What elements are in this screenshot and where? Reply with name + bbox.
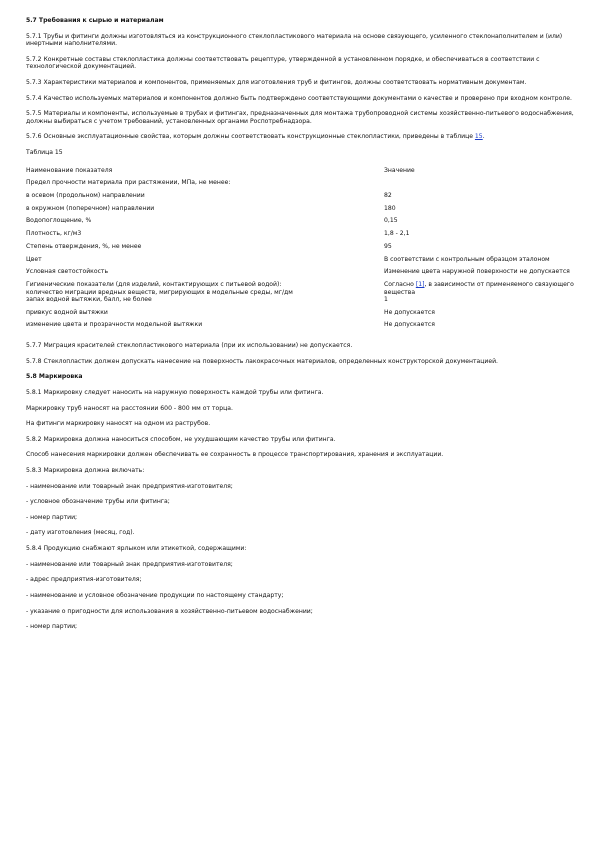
table-cell-name: привкус водной вытяжки — [26, 308, 108, 316]
label-item: - указание о пригодности для использования в хозяйственно-питьевом водоснабжении; — [26, 607, 313, 615]
label-item: - номер партии; — [26, 623, 78, 631]
paragraph-5-8-1-pipes: Маркировку труб наносят на расстоянии 600 - 800 мм от торца. — [26, 404, 233, 412]
table-cell-name: Водопоглощение, % — [26, 217, 92, 225]
paragraph-5-8-2-method: Способ нанесения маркировки должен обеспечивать ее сохранность в процессе транспортирования, хранения и эксплуатации. — [26, 451, 444, 459]
paragraph-5-7-1: 5.7.1 Трубы и фитинги должны изготовляться из конструкционного стеклопластикового материала на основе связующего, усиленного стеклонаполнителем и (или) инертными наполнителями. — [26, 32, 563, 48]
table-row — [26, 296, 574, 309]
table-cell-name: Условная светостойкость — [26, 268, 109, 276]
table-cell-value-text: Согласно — [384, 280, 416, 288]
table-cell-value: 82 — [384, 192, 392, 200]
table-cell-value: 0,15 — [384, 217, 398, 225]
table-row — [26, 268, 574, 281]
label-item: - адрес предприятия-изготовителя; — [26, 576, 142, 584]
paragraph-5-8-1: 5.8.1 Маркировку следует наносить на наружную поверхность каждой трубы или фитинга. — [26, 389, 324, 396]
table-cell-value — [384, 281, 574, 296]
table-cell-value-end: , в зависимости от применяемого связующего вещества — [384, 280, 574, 296]
paragraph-5-7-7: 5.7.7 Миграция красителей стеклопластикового материала (при их использовании) не допускается. — [26, 342, 353, 350]
table-cell-value: 1,8 - 2,1 — [384, 230, 410, 238]
table-row — [26, 205, 574, 218]
paragraph-5-7-6-text: 5.7.6 Основные эксплуатационные свойства, которым должны соответствовать конструкционные стеклопластики, приведены в таблице — [26, 133, 475, 141]
table-cell-name: запах водной вытяжки, балл, не более — [26, 296, 152, 304]
table-cell-value: В соответствии с контрольным образцом эталоном — [384, 255, 550, 263]
marking-item: - дату изготовления (месяц, год). — [26, 529, 135, 537]
paragraph-5-7-5: 5.7.5 Материалы и компоненты, используемые в трубах и фитингах, предназначенных для монтажа трубопроводной системы хозяйственно-питьевого водоснабжения, должны выбираться с учетом требований, установленных органами Роспотребнадзора. — [26, 110, 574, 125]
table-cell-name: Плотность, кг/м3 — [26, 230, 82, 238]
table-15-link[interactable]: 15 — [474, 133, 483, 141]
table-row — [26, 243, 574, 256]
table-row — [26, 321, 574, 334]
table-cell-value: 180 — [384, 204, 396, 212]
table-cell-name: в окружном (поперечном) направлении — [26, 204, 155, 212]
table-cell-name: изменение цвета и прозрачности модельной вытяжки — [26, 321, 203, 329]
paragraph-5-7-3: 5.7.3 Характеристики материалов и компонентов, применяемых для изготовления труб и фитингов, должны соответствовать нормативным документам. — [26, 79, 527, 87]
paragraph-5-8-4: 5.8.4 Продукцию снабжают ярлыком или этикеткой, содержащими: — [26, 545, 247, 553]
paragraph-5-8-1-fittings: На фитинги маркировку наносят на одном из раструбов. — [26, 420, 211, 428]
table-cell-name: Степень отверждения, %, не менее — [26, 242, 142, 250]
document-page — [26, 17, 574, 639]
paragraph-5-8-2: 5.8.2 Маркировка должна наноситься способом, не ухудшающим качество трубы или фитинга. — [26, 435, 336, 443]
table-header-name: Наименование показателя — [26, 166, 113, 174]
reference-1-link[interactable]: [1] — [415, 280, 425, 288]
table-cell-value: Не допускается — [384, 308, 435, 316]
paragraph-5-7-6-end: . — [482, 133, 485, 141]
label-item: - наименование и условное обозначение продукции по настоящему стандарту; — [26, 591, 284, 599]
properties-table — [26, 167, 574, 334]
table-header-value: Значение — [384, 166, 415, 174]
section-heading-5-8: 5.8 Маркировка — [26, 373, 83, 381]
paragraph-5-7-4: 5.7.4 Качество используемых материалов и компонентов должно быть подтверждено соответствующими документами о качестве и проверено при входном контроле. — [26, 94, 572, 102]
section-heading-5-7: 5.7 Требования к сырью и материалам — [26, 17, 164, 24]
table-row — [26, 309, 574, 322]
table-header-row — [26, 167, 574, 180]
table-row — [26, 217, 574, 230]
paragraph-5-8-3: 5.8.3 Маркировка должна включать: — [26, 467, 145, 475]
table-cell-value: Изменение цвета наружной поверхности не допускается — [384, 268, 570, 276]
table-cell-name: Цвет — [26, 255, 42, 263]
table-cell-name: Гигиенические показатели (для изделий, контактирующих с питьевой водой): количество миграции вредных веществ, мигрирующих в модельные среды, мг/дм — [26, 280, 293, 296]
paragraph-5-7-8: 5.7.8 Стеклопластик должен допускать нанесение на поверхность лакокрасочных материалов, определенных конструкторской документацией. — [26, 357, 498, 365]
table-row — [26, 230, 574, 243]
table-cell-value: 1 — [384, 296, 388, 304]
table-cell-name: Предел прочности материала при растяжении, МПа, не менее: — [26, 179, 231, 187]
table-caption: Таблица 15 — [26, 149, 63, 157]
table-row — [26, 256, 574, 269]
marking-item: - номер партии; — [26, 513, 78, 521]
table-cell-value — [384, 179, 574, 192]
marking-item: - наименование или товарный знак предприятия-изготовителя; — [26, 482, 233, 490]
table-cell-value: Не допускается — [384, 321, 435, 329]
paragraph-5-7-6 — [26, 133, 574, 141]
table-cell-name: в осевом (продольном) направлении — [26, 192, 145, 200]
table-row — [26, 281, 574, 296]
table-row — [26, 192, 574, 205]
marking-item: - условное обозначение трубы или фитинга; — [26, 498, 170, 506]
table-cell-value: 95 — [384, 242, 392, 250]
table-row — [26, 179, 574, 192]
paragraph-5-7-2: 5.7.2 Конкретные составы стеклопластика должны соответствовать рецептуре, утвержденной в установленном порядке, и обеспечиваться в соответствии с технологической документацией. — [26, 55, 540, 71]
label-item: - наименование или товарный знак предприятия-изготовителя; — [26, 560, 233, 568]
